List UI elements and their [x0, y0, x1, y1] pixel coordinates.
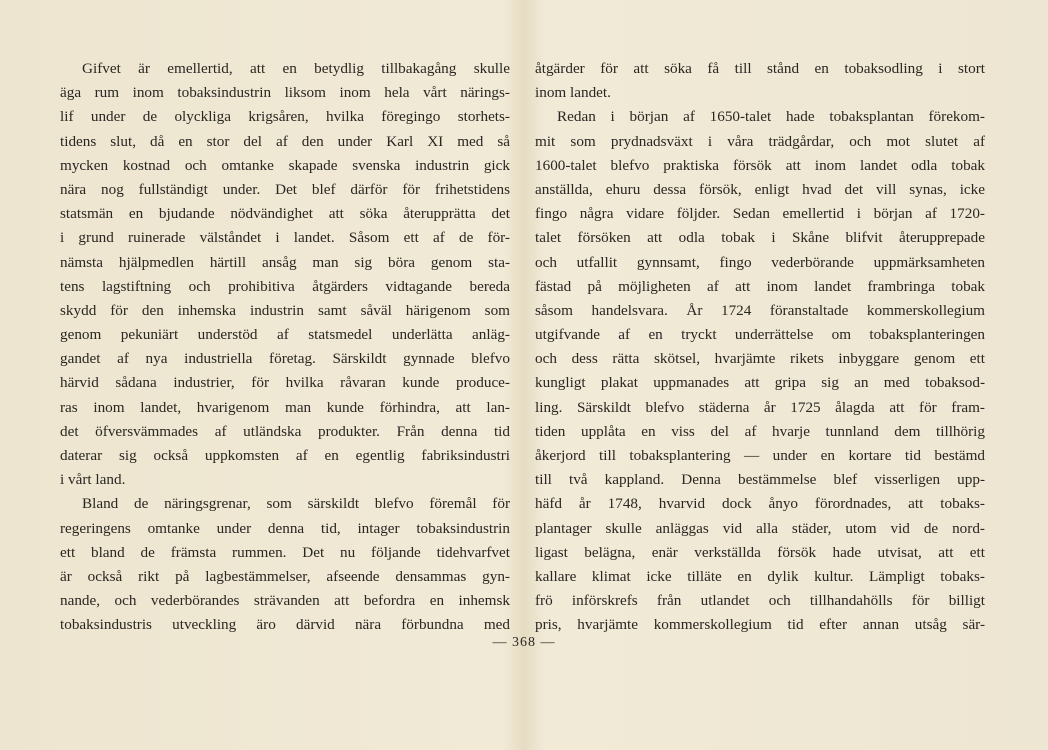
text-line: ras inom landet, hvarigenom man kunde förhindra, att lan- — [60, 398, 510, 416]
right-column — [535, 57, 985, 638]
text-line: kungligt plakat uppmanades att gripa sig an med tobaksod- — [535, 374, 985, 392]
text-line: ett bland de främsta rummen. Det nu följande tidehvarfvet — [60, 543, 510, 561]
text-line: mit som prydnadsväxt i våra trädgårdar, och mot slutet af — [535, 132, 985, 150]
text-line: frö införskrefs från utlandet och tillhandahölls för billigt — [535, 592, 985, 610]
text-line: kallare klimat icke tilläte en dylik kultur. Lämpligt tobaks- — [535, 567, 985, 585]
text-line: i vårt land. — [60, 471, 126, 489]
text-line: pris, hvarjämte kommerskollegium tid efter annan utsåg sär- — [535, 616, 985, 634]
text-line: fingo några vidare följder. Sedan emellertid i början af 1720- — [535, 205, 985, 223]
text-line: fästad på möjligheten af att inom landet frambringa tobak — [535, 277, 985, 295]
left-column — [60, 57, 510, 638]
text-line: härvid sådana industrier, för hvilka råvaran kunde produce- — [60, 374, 510, 392]
text-line: tiden upplåta en viss del af hvarje tunnland dem tillhörig — [535, 422, 985, 440]
text-line: tens lagstiftning och prohibitiva åtgärders vidtagande bereda — [60, 277, 510, 295]
text-line: till två kappland. Denna bestämmelse blef visserligen upp- — [535, 471, 985, 489]
text-line: Gifvet är emellertid, att en betydlig tillbakagång skulle — [82, 60, 510, 77]
text-line: talet försöken att odla tobak i Skåne blifvit återupprepade — [535, 229, 985, 247]
text-line: såsom handelsvara. År 1724 föranstaltade kommerskollegium — [535, 301, 985, 319]
text-line: det öfversvämmades af utländska produkter. Från denna tid — [60, 422, 510, 440]
text-line: åtgärder för att söka få till stånd en tobaksodling i stort — [535, 60, 985, 77]
text-line: inom landet. — [535, 84, 611, 102]
text-line: tidens slut, då en stor del af den under Karl XI med så — [60, 132, 510, 150]
text-line: nande, och vederbörandes strävanden att befordra en inhemsk — [60, 592, 510, 610]
text-line: utgifvande af en tryckt underrättelse om tobaksplanteringen — [535, 326, 985, 344]
text-line: häfd år 1748, hvarvid dock ånyo förordnades, att tobaks- — [535, 495, 985, 513]
text-line: åkerjord till tobaksplantering — under en kortare tid bestämd — [535, 447, 985, 464]
text-line: är också rikt på lagbestämmelser, afseende densammas gyn- — [60, 567, 510, 585]
text-line: genom pekuniärt understöd af statsmedel underlätta anläg- — [60, 326, 510, 344]
text-line: daterar sig också uppkomsten af en egentlig fabriksindustri — [60, 447, 510, 464]
text-line: i grund ruinerade välståndet i landet. Såsom ett af de för- — [60, 229, 510, 247]
text-line: Redan i början af 1650-talet hade tobaksplantan förekom- — [557, 108, 985, 126]
text-line: 1600-talet blefvo praktiska försök att inom landet odla tobak — [535, 156, 985, 174]
text-line: skydd för den inhemska industrin samt såväl härigenom som — [60, 301, 510, 319]
text-line: statsmän en bjudande nödvändighet att söka återupprätta det — [60, 205, 510, 223]
text-line: ligast belägna, enär verkställda försök hade utvisat, att ett — [535, 543, 985, 561]
text-line: regeringens omtanke under denna tid, intager tobaksindustrin — [60, 519, 510, 537]
text-line: plantager skulle anläggas vid alla städer, utom vid de nord- — [535, 519, 985, 537]
text-line: lif under de olyckliga krigsåren, hvilka föregingo storhets- — [60, 108, 510, 126]
text-line: äga rum inom tobaksindustrin liksom inom hela vårt närings- — [60, 84, 510, 102]
text-line: tobaksindustris utveckling äro därvid nära förbundna med — [60, 616, 510, 634]
text-line: och dess rätta skötsel, hvarjämte rikets inbyggare genom ett — [535, 350, 985, 368]
text-line: Bland de näringsgrenar, som särskildt blefvo föremål för — [82, 495, 510, 513]
text-line: anställda, ehuru dessa försök, enligt hvad det vill synas, icke — [535, 180, 985, 198]
text-line: gandet af nya industriella företag. Särskildt gynnade blefvo — [60, 350, 510, 368]
text-line: och utfallit gynnsamt, fingo vederbörande uppmärksamheten — [535, 253, 985, 271]
text-line: mycken kostnad och omtanke skapade svenska industrin gick — [60, 156, 510, 174]
text-line: nämsta hjälpmedlen härtill ansåg man sig böra genom sta- — [60, 253, 510, 271]
page-number: — 368 — — [492, 635, 556, 650]
text-line: ling. Särskildt blefvo städerna år 1725 ålagda att för fram- — [535, 398, 985, 416]
text-line: nära nog fullständigt under. Det blef därför för frihetstidens — [60, 180, 510, 198]
